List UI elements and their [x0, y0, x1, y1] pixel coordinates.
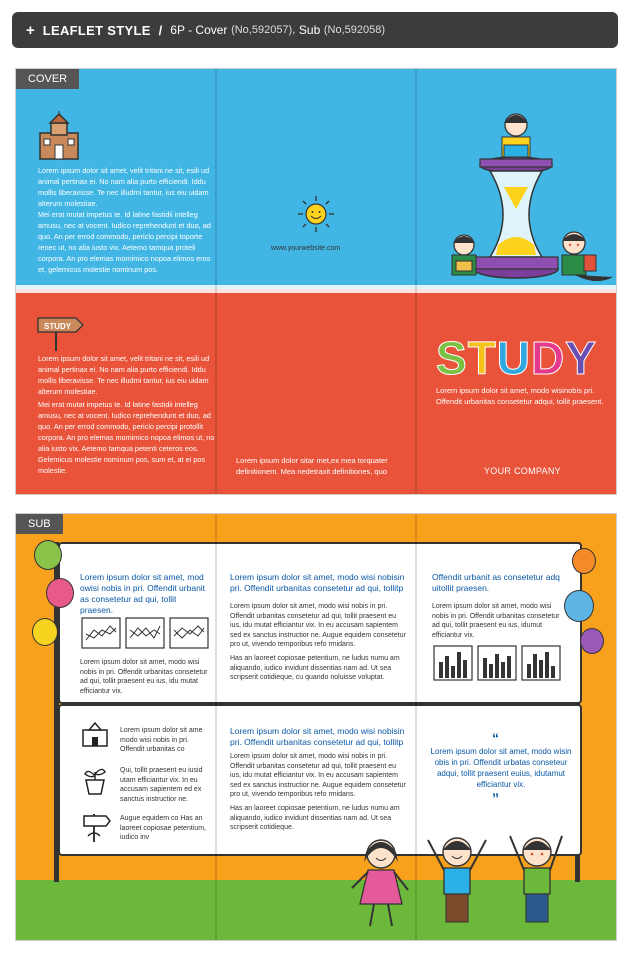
cover-left-text-2: Mei erat mutat impetus te. Id latine fastidii intelleg amusu, nec at vocent. Iudico reprehendunt et duo, ad quo. An per errod commodo, periclo percipi toporte renec ut, no alia iusto vix. Aetemo tamqua proteli corpora. An pro elemas momimico nopoa elimos eros et, gelemicus molestie nominum pos.: [38, 210, 211, 274]
col3-heading: Offendit urbanit as consetetur adq uitollit praesen.: [432, 572, 560, 593]
col3-text: Lorem ipsum dolor sit amet, modo wisi nobis in pri. Offendit urbanitas consetetur ad qui, tollit praesent eu ius, idumut efficiantur vix.: [432, 603, 560, 639]
boy-illustration: [422, 822, 492, 932]
quote-text: Lorem ipsum dolor sit amet, modo wisin obis in pri. Offendit urbatas conseteur adqui, tollit praesent euius, idutamut efficiantur vix.: [430, 747, 572, 789]
header-slash: /: [158, 22, 163, 38]
company-name: YOUR COMPANY: [484, 466, 561, 476]
cover-right-text: Lorem ipsum dolor sit amet, modo wisinobis pri. Offendit urbanitas consetetur adqui, tollit praesent.: [436, 386, 604, 406]
header-bar: [12, 12, 618, 48]
fold-line: [215, 514, 217, 940]
col1-text: Lorem ipsum dolor sit amet, modo wisi nobis in pri. Offendit urbanitas consetetur ad qui, tollit praesent eu ius, idu mutat efficiantur vix.: [80, 659, 208, 695]
balloon-icon: [46, 578, 74, 608]
balloon-icon: [580, 628, 604, 654]
hourglass-kids-illustration: [436, 105, 614, 295]
study-letter: Y: [565, 332, 597, 384]
col1-item1: Lorem ipsum dolor sit ame modo wisi nobis in pri. Offendit urbanitas co: [120, 727, 203, 753]
header-cover-label: 6P - Cover: [170, 23, 228, 37]
school-icon: [80, 718, 110, 748]
study-letter: S: [436, 332, 468, 384]
cover-left-text-1: Lorem ipsum dolor sit amet, velit tritani ne sit, esili ud animal pertinax ei. No nam alia purto efficiendi. Iddu mollis liberavisse. Te nec illudmi tantur, ius eiu uidam alterum molestiae.: [38, 166, 210, 208]
col2-text3: Lorem ipsum dolor sit amet, modo wisi nobis in pri. Offendit urbanitas consetetur ad qui, tollit praesent eu ius, idu mutat efficiantur vix. In eu accusam sapientem sed ex sanctus instructior ne. Augue equidem consetetur pro ut, vivendo temporibus refo rmidans.: [230, 753, 406, 798]
cover-left-text-3: Lorem ipsum dolor sit amet, velit tritani ne sit, esili ud animal pertinax ei. No nam alia purto efficiendi. Iddu mollis liberavisse. Te nec illudmi tantur, ius eiu uidam alterum molestiae.: [38, 354, 210, 396]
cover-left-text-4: Mei erat mutat impetus te. Id latine fastidii intelleg amusu, nec at vocent. Iudico reprehendunt et duo, ad quo. An per errod commodo, periclo percipi protollit corpora. An pro elemas momimico nopoa elimos ut, no alia iusto vix. Aetemo tamqua petenti ceteros eos. Gelemicus molestie nominum pos, sum et, at ei pos molestie.: [38, 400, 215, 475]
study-title: [436, 331, 597, 385]
col2-text1: Lorem ipsum dolor sit amet, modo wisi nobis in pri. Offendit urbanitas consetetur ad qui, tollit praesent eu ius, idu mutat efficiantur vix. In eu accusam sapientem sed ex sanctus instructior ne. Augue equidem consetetur pro ut, vivendo temporibus refo rmidans.: [230, 603, 406, 648]
boy-illustration: [502, 822, 572, 932]
header-sub-no: (No,592058): [323, 24, 386, 36]
col2-heading2: Lorem ipsum dolor sit amet, modo wisi nobisin pri. Offendit urbanitas consetetur ad qui, tollitp: [230, 726, 405, 747]
balloon-icon: [564, 590, 594, 622]
col2-text4: Has an laoreet copiosae petentium, ne ludus numu am aliquando, iudico invidunt dissentias nam ad. Ut sea scripserit cotidieque.: [230, 805, 400, 831]
study-letter: D: [531, 332, 566, 384]
balloon-icon: [34, 540, 62, 570]
col1-heading: Lorem ipsum dolor sit amet, mod owisi nobis in pri. Offendit urbanit as consetetur ad qui, tollit praesen.: [80, 572, 206, 615]
col2-text2: Has an laoreet copiosae petentium, ne ludus numu am aliquando, iudico invidunt dissentias nam ad. Ut sea scripserit cotidieque, cu quando noluisse voluptat.: [230, 655, 400, 681]
sub-panel: [15, 513, 617, 941]
sub-tag: SUB: [16, 514, 63, 534]
balloon-icon: [32, 618, 58, 646]
cover-panel: [15, 68, 617, 495]
col1-item3: Augue equidem co Has an laoreet copiosae petentium, iudico inv: [120, 815, 206, 841]
col1-item2: Qui, tollit praesent eu iusid utam efficiantur vix. In eu accusam sapientem ed ex sanctus instructior ne.: [120, 767, 203, 803]
study-letter: T: [467, 332, 497, 384]
cover-website: www.yourwebsite.com: [271, 245, 341, 252]
quote-open: “: [492, 730, 499, 746]
school-icon: [36, 111, 82, 161]
plus-icon: +: [26, 21, 35, 39]
study-sign-icon: [36, 315, 86, 351]
study-letter: U: [496, 332, 532, 384]
header-title: LEAFLET STYLE: [42, 22, 151, 38]
header-sub-label: Sub: [298, 23, 321, 37]
bar-chart-icons: [432, 644, 562, 682]
cover-tag: COVER: [16, 69, 79, 89]
quote-close: ”: [492, 790, 499, 806]
sun-icon: [296, 194, 336, 234]
header-cover-no: (No,592057),: [231, 24, 296, 36]
fold-line: [415, 69, 417, 494]
line-chart-icons: [80, 616, 210, 650]
signpost-icon: [80, 810, 112, 844]
sign-label: STUDY: [44, 322, 72, 331]
balloon-icon: [572, 548, 596, 574]
cover-middle-text: Lorem ipsum dolor sitar met,ex mea torquater definitionem. Mea nedetraxit definitiones, quo: [236, 456, 388, 476]
plant-icon: [80, 764, 110, 796]
girl-illustration: [346, 832, 416, 932]
col2-heading: Lorem ipsum dolor sit amet, modo wisi nobisin pri. Offendit urbanitas consetetur ad qui, tollitp: [230, 572, 405, 593]
